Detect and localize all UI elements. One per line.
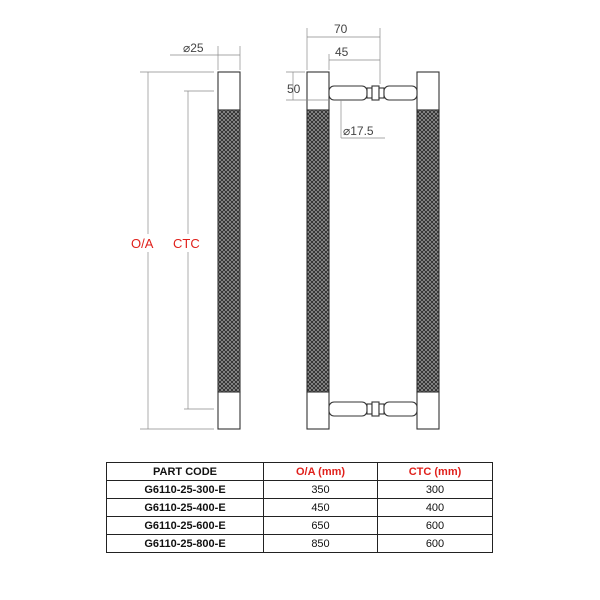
header-ctc: CTC (mm) (378, 463, 493, 481)
side-left-bottom-cap (307, 392, 329, 429)
cell-part-code: G6110-25-300-E (107, 481, 264, 499)
side-right-knurled-section (417, 110, 439, 392)
side-right-top-cap (417, 72, 439, 110)
table-row (107, 517, 493, 535)
side-right-bottom-cap (417, 392, 439, 429)
front-bar-top-cap (218, 72, 240, 110)
front-view (218, 72, 240, 429)
front-bar-bottom-cap (218, 392, 240, 429)
dim-overall-label: O/A (131, 236, 154, 251)
front-bar-knurled-section (218, 110, 240, 392)
table-row (107, 535, 493, 553)
table-row (107, 481, 493, 499)
bottom-standoff-post (329, 402, 417, 416)
dim-height-50-label: 50 (287, 82, 301, 96)
table-header-row (107, 463, 493, 481)
side-left-knurled-section (307, 110, 329, 392)
cell-ctc: 600 (378, 535, 493, 553)
header-part-code: PART CODE (107, 463, 264, 481)
dim-bar-diameter-label: ⌀25 (183, 41, 204, 55)
dim-width-45-label: 45 (335, 45, 349, 59)
part-code-table (106, 462, 493, 553)
dim-post-diameter-label: ⌀17.5 (343, 124, 374, 138)
dim-width-45 (329, 45, 380, 70)
table-row (107, 499, 493, 517)
cell-ctc: 600 (378, 517, 493, 535)
dim-centers-label: CTC (173, 236, 200, 251)
cell-part-code: G6110-25-400-E (107, 499, 264, 517)
dim-width-70-label: 70 (334, 22, 348, 36)
dim-post-diameter (341, 100, 385, 138)
dim-centers (172, 91, 214, 409)
cell-oa: 850 (264, 535, 378, 553)
header-oa: O/A (mm) (264, 463, 378, 481)
dim-bar-diameter (170, 41, 240, 70)
cell-ctc: 300 (378, 481, 493, 499)
cell-oa: 450 (264, 499, 378, 517)
side-left-top-cap (307, 72, 329, 110)
cell-part-code: G6110-25-800-E (107, 535, 264, 553)
cell-part-code: G6110-25-600-E (107, 517, 264, 535)
top-standoff-post (329, 86, 417, 100)
cell-oa: 350 (264, 481, 378, 499)
cell-ctc: 400 (378, 499, 493, 517)
cell-oa: 650 (264, 517, 378, 535)
